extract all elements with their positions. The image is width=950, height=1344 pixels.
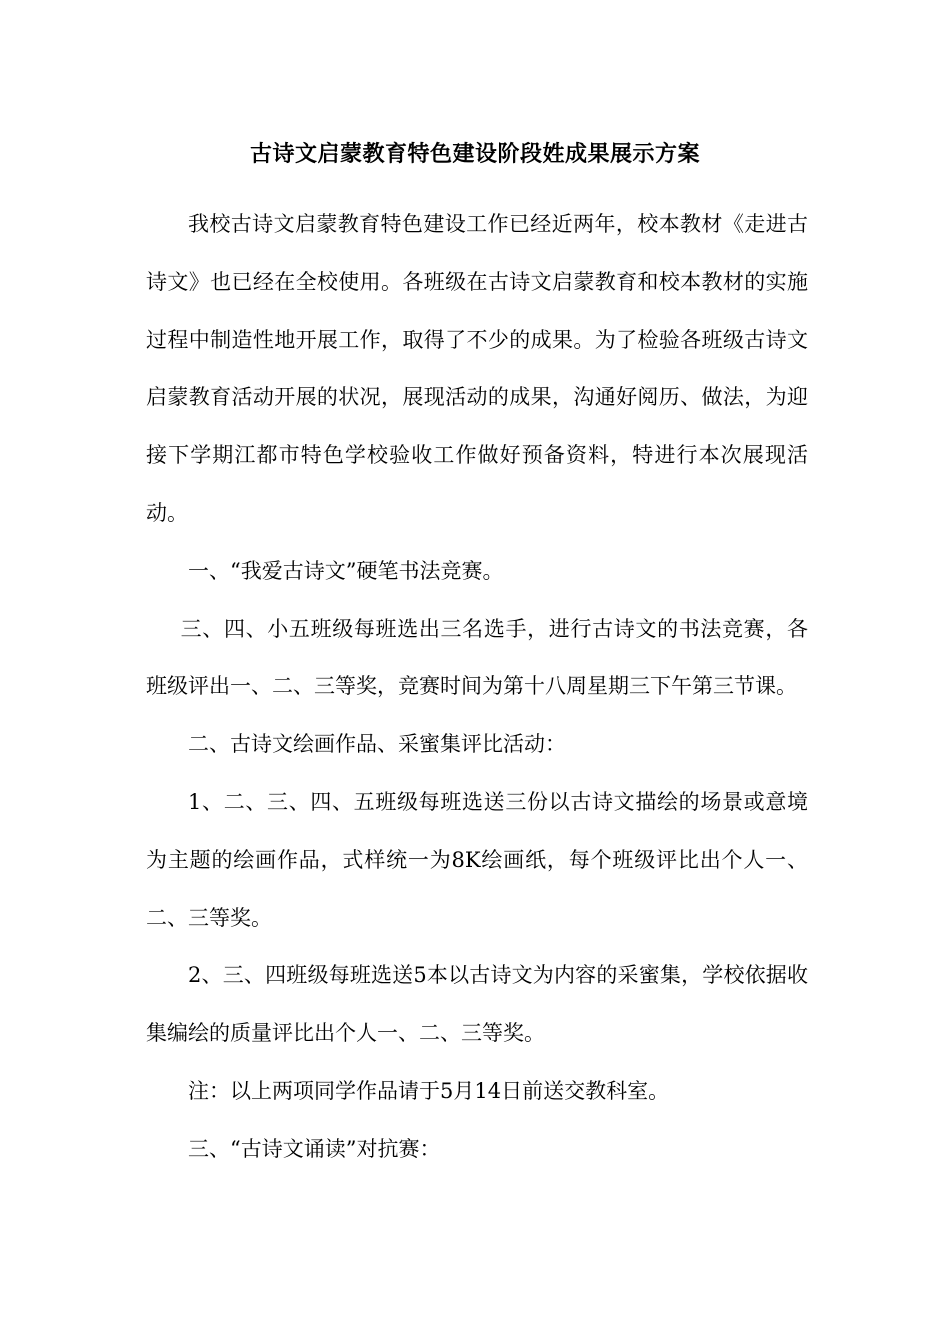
intro-paragraph: 我校古诗文启蒙教育特色建设工作已经近两年，校本教材《走进古诗文》也已经在全校使用。各班级在古诗文启蒙教育和校本教材的实施过程中制造性地开展工作，取得了不少的成果。为了检验各班级古诗文启蒙教育活动开展的状况，展现活动的成果，沟通好阅历、做法，为迎接下学期江都市特色学校验收工作做好预备资料，特进行本次展现活动。 [146,212,808,525]
note-paragraph: 注：以上两项同学作品请于5月14日前送交教科室。 [188,1078,670,1103]
honey-collection-item-paragraph: 2、三、四班级每班选送5本以古诗文为内容的采蜜集，学校依据收集编绘的质量评比出个人一、二、三等奖。 [146,963,808,1046]
section-heading-calligraphy: 一、“我爱古诗文”硬笔书法竞赛。 [188,558,504,583]
document-title: 古诗文启蒙教育特色建设阶段姓成果展示方案 [249,141,700,167]
calligraphy-details-paragraph: 三、四、小五班级每班选出三名选手，进行古诗文的书法竞赛，各班级评出一、二、三等奖，竞赛时间为第十八周星期三下午第三节课。 [146,616,808,699]
section-heading-recitation: 三、“古诗文诵读”对抗赛： [188,1136,441,1161]
document-body [146,196,808,1179]
painting-item-paragraph: 1、二、三、四、五班级每班选送三份以古诗文描绘的场景或意境为主题的绘画作品，式样统一为8K绘画纸，每个班级评比出个人一、二、三等奖。 [146,789,808,930]
section-heading-painting: 二、古诗文绘画作品、采蜜集评比活动： [188,732,566,757]
